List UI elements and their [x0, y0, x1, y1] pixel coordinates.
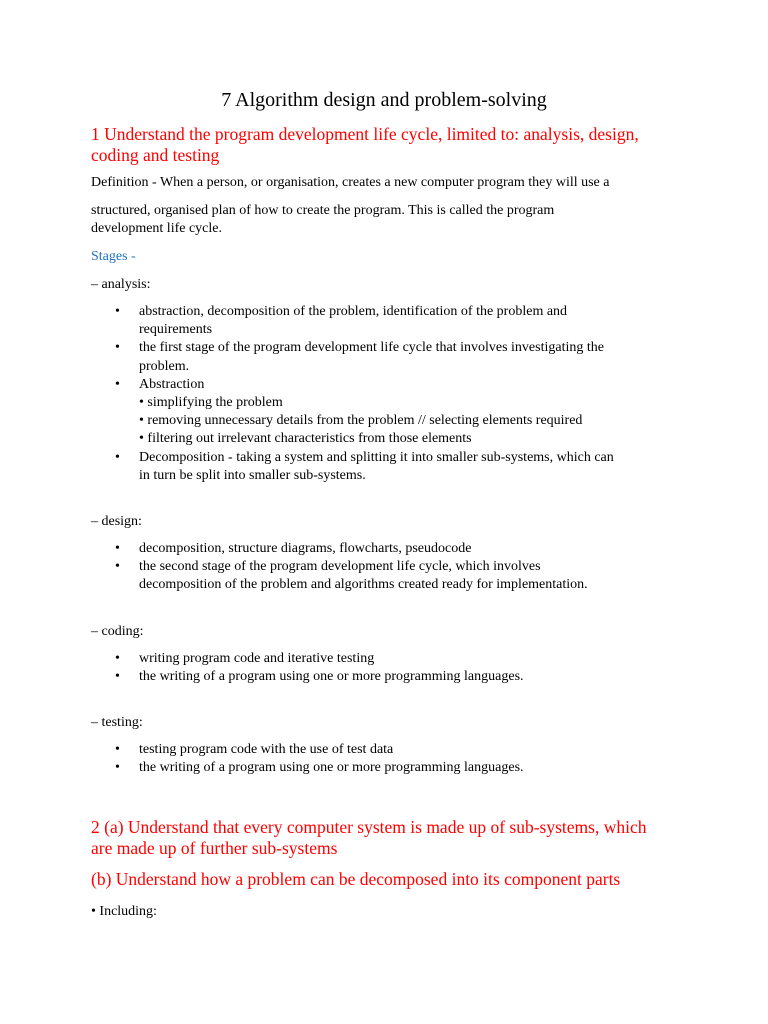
bullet-icon: • [115, 449, 120, 465]
definition-line3: development life cycle. [91, 221, 222, 236]
bullet-icon: • [115, 651, 120, 666]
including-label: • Including: [91, 904, 157, 919]
list-item-subpoint: • filtering out irrelevant characteristics from those elements [139, 431, 472, 447]
bullet-icon: • [115, 559, 120, 575]
list-item [115, 303, 614, 339]
bullet-icon: • [115, 376, 120, 392]
bullet-icon: • [115, 541, 120, 556]
list-item-subpoint: • simplifying the problem [139, 395, 283, 411]
list-item [115, 449, 614, 485]
section2a-heading-line1: 2 (a) Understand that every computer system is made up of sub-systems, which [91, 817, 647, 837]
list-item [115, 558, 588, 594]
list-item [115, 741, 524, 759]
section1-heading-line2: coding and testing [91, 145, 220, 165]
list-item-text: testing program code with the use of test data [139, 742, 394, 757]
list-item-text: decomposition of the problem and algorithms created ready for implementation. [139, 577, 588, 593]
list-item-text: requirements [139, 322, 213, 338]
bullet-icon: • [115, 304, 120, 319]
page-title: 7 Algorithm design and problem-solving [221, 89, 547, 111]
list-item-text: problem. [139, 358, 190, 374]
analysis-list [115, 303, 614, 485]
list-item-text: decomposition, structure diagrams, flowcharts, pseudocode [139, 541, 472, 556]
list-item-text: the first stage of the program development life cycle that involves investigating the [139, 340, 604, 356]
list-item-text: Decomposition - taking a system and splitting it into smaller sub-systems, which can [139, 449, 614, 465]
stages-label: Stages - [91, 249, 136, 264]
section1-heading-line1: 1 Understand the program development life cycle, limited to: analysis, design, [91, 124, 639, 144]
definition-line2: structured, organised plan of how to create the program. This is called the program [91, 203, 555, 218]
bullet-icon: • [115, 742, 120, 757]
testing-label: – testing: [91, 715, 143, 730]
section2b-heading: (b) Understand how a problem can be decomposed into its component parts [91, 869, 621, 889]
bullet-icon: • [115, 669, 120, 685]
list-item [115, 376, 614, 449]
analysis-label: – analysis: [91, 277, 151, 292]
bullet-icon: • [115, 760, 120, 776]
list-item [115, 759, 524, 777]
list-item-text: abstraction, decomposition of the problem, identification of the problem and [139, 304, 568, 319]
list-item [115, 650, 524, 668]
list-item [115, 668, 524, 686]
list-item-text: the writing of a program using one or more programming languages. [139, 760, 524, 776]
list-item-text: writing program code and iterative testing [139, 651, 375, 666]
list-item [115, 540, 588, 558]
list-item-text: in turn be split into smaller sub-systems. [139, 467, 366, 483]
bullet-icon: • [115, 340, 120, 356]
design-list [115, 540, 588, 595]
coding-label: – coding: [91, 624, 144, 639]
definition-line1: Definition - When a person, or organisation, creates a new computer program they will use a [91, 175, 610, 190]
coding-list [115, 650, 524, 686]
list-item-text: the second stage of the program development life cycle, which involves [139, 559, 541, 575]
list-item-text: Abstraction [139, 376, 205, 392]
list-item-text: the writing of a program using one or more programming languages. [139, 669, 524, 685]
design-label: – design: [91, 514, 142, 529]
list-item-subpoint: • removing unnecessary details from the problem // selecting elements required [139, 413, 583, 429]
list-item [115, 339, 614, 375]
testing-list [115, 741, 524, 777]
section2a-heading-line2: are made up of further sub-systems [91, 838, 338, 858]
